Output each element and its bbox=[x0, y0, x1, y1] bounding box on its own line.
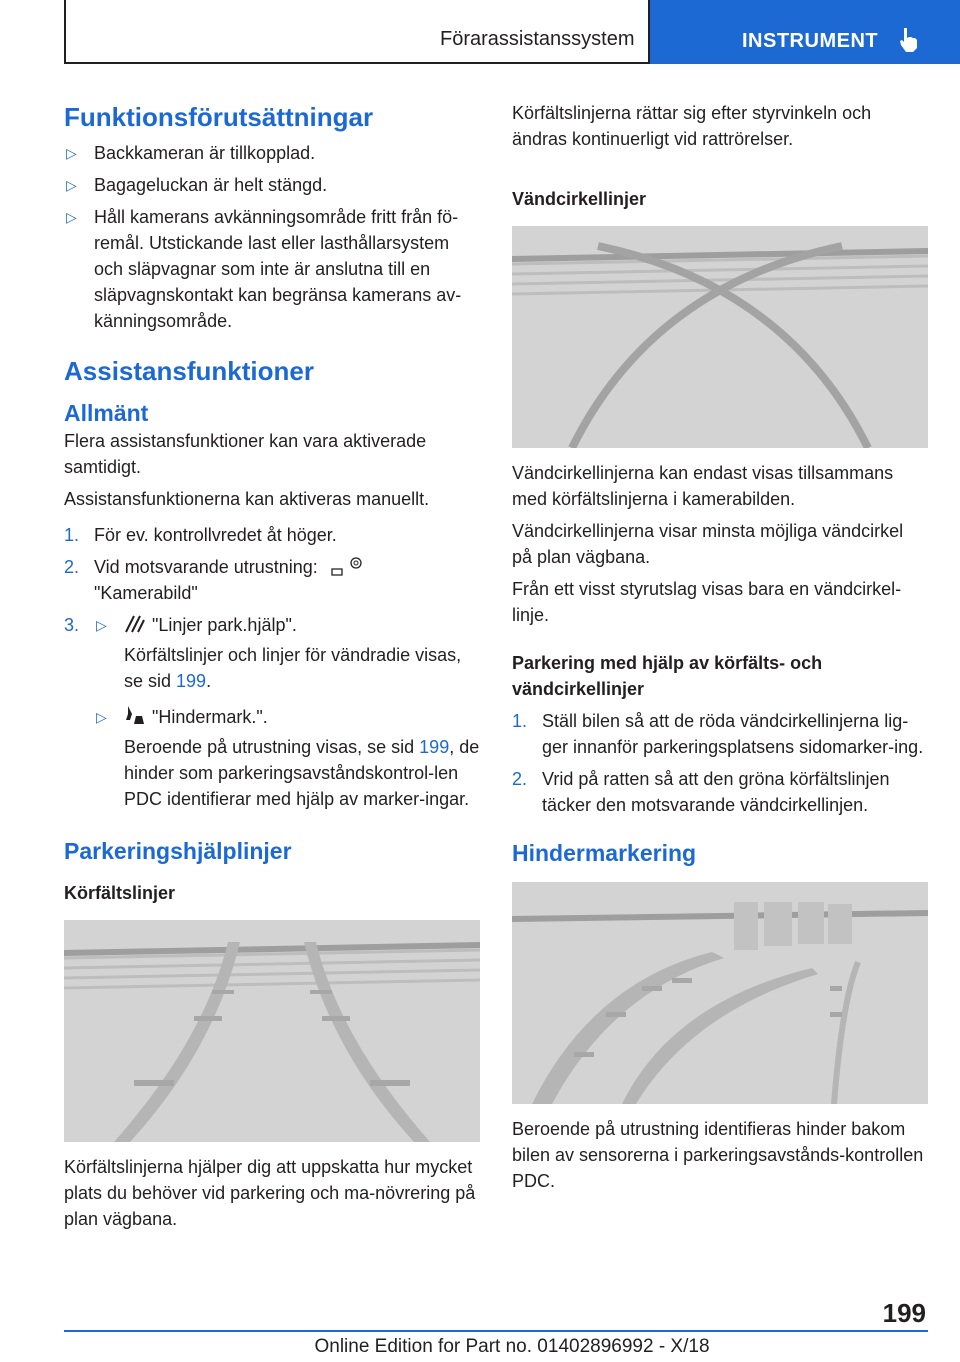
heading-parking: Parkering med hjälp av körfälts- och vändcirkellinjer bbox=[512, 653, 823, 699]
paragraph: Assistansfunktionerna kan aktiveras manuellt. bbox=[64, 489, 430, 509]
option-item: ▷ "Hindermark.". bbox=[94, 704, 480, 730]
option-item: ▷ "Linjer park.hjälp". bbox=[94, 612, 480, 638]
step-item: 3. ▷ "Linjer park.hjälp". Körfältslinjer och linjer för vändradie visas, se sid 199. ▷ "Hindermark.". Beroende på utrustning visas, se sid 199, de hinder som parkeringsavståndskontrol-len PDC identifierar med hjälp av marker-ingar. bbox=[64, 612, 480, 812]
option-description: Beroende på utrustning visas, se sid 199, de hinder som parkeringsavståndskontrol-len PDC identifierar med hjälp av marker-ingar. bbox=[124, 737, 480, 809]
bullet-triangle-icon: ▷ bbox=[96, 709, 107, 725]
heading-assist: Assistansfunktioner bbox=[64, 356, 314, 386]
left-column bbox=[64, 100, 480, 1232]
figure-caption: Beroende på utrustning identifieras hinder bakom bilen av sensorerna i parkeringsavstånds-kontrollen PDC. bbox=[512, 1119, 924, 1191]
heading-general: Allmänt bbox=[64, 400, 149, 426]
footer-edition: Online Edition for Part no. 01402896992 - X/18 bbox=[314, 1336, 710, 1357]
heading-obstacle: Hindermarkering bbox=[512, 840, 697, 866]
turning-circle-figure bbox=[512, 226, 928, 448]
chapter-label: INSTRUMENT bbox=[742, 30, 879, 52]
footer-rule bbox=[64, 1330, 928, 1332]
bullet-triangle-icon: ▷ bbox=[66, 177, 77, 193]
condition-item: ▷ Håll kamerans avkänningsområde fritt från fö-remål. Utstickande last eller lasthållarsystem och släpvagnar som inte är anslutna till en släpvagnskontakt kan begränsa kamerans av-känningsområde. bbox=[64, 204, 480, 334]
bullet-triangle-icon: ▷ bbox=[66, 209, 77, 225]
heading-turn: Vändcirkellinjer bbox=[512, 189, 647, 209]
paragraph: Från ett visst styrutslag visas bara en vändcirkel-linje. bbox=[512, 579, 902, 625]
right-column bbox=[512, 100, 928, 1194]
paragraph: Vändcirkellinjerna kan endast visas tillsammans med körfältslinjerna i kamerabilden. bbox=[512, 463, 894, 509]
page-link[interactable]: 199 bbox=[419, 737, 450, 757]
paragraph: Körfältslinjerna rättar sig efter styrvinkeln och ändras kontinuerligt vid rattrörelser. bbox=[512, 103, 872, 149]
heading-conditions: Funktionsförutsättningar bbox=[64, 102, 374, 132]
option-description: Körfältslinjer och linjer för vändradie visas, se sid 199. bbox=[124, 645, 462, 691]
step-item: 2. Vrid på ratten så att den gröna körfältslinjen täcker den motsvarande vändcirkellinjen. bbox=[512, 769, 890, 815]
page-number: 199 bbox=[882, 1298, 926, 1328]
camera-settings-icon bbox=[329, 555, 365, 577]
section-title: Förarassistanssystem bbox=[440, 28, 635, 50]
bullet-triangle-icon: ▷ bbox=[96, 617, 107, 633]
paragraph: Vändcirkellinjerna visar minsta möjliga vändcirkel på plan vägbana. bbox=[512, 521, 904, 567]
heading-lines: Parkeringshjälplinjer bbox=[64, 838, 292, 864]
figure-caption: Körfältslinjerna hjälper dig att uppskatta hur mycket plats du behöver vid parkering och ma-növrering på plan vägbana. bbox=[64, 1157, 476, 1229]
paragraph: Flera assistansfunktioner kan vara aktiverade samtidigt. bbox=[64, 431, 427, 477]
step-item: 1. För ev. kontrollvredet åt höger. bbox=[64, 525, 337, 545]
bullet-triangle-icon: ▷ bbox=[66, 145, 77, 161]
condition-item: ▷ Bagageluckan är helt stängd. bbox=[64, 172, 480, 198]
lane-lines-figure bbox=[64, 920, 480, 1142]
chapter-tab bbox=[650, 0, 960, 64]
step-item: 1. Ställ bilen så att de röda vändcirkellinjerna lig-ger innanför parkeringsplatsens sidomarker-ing. bbox=[512, 711, 924, 757]
heading-lanes: Körfältslinjer bbox=[64, 883, 176, 903]
obstacle-marking-icon bbox=[124, 704, 146, 726]
page-link[interactable]: 199 bbox=[176, 671, 207, 691]
parking-lines-icon bbox=[124, 612, 146, 634]
pointing-hand-icon bbox=[898, 26, 922, 52]
condition-item: ▷ Backkameran är tillkopplad. bbox=[64, 140, 480, 166]
obstacle-marking-figure bbox=[512, 882, 928, 1104]
step-item: 2. Vid motsvarande utrustning: "Kamerabild" bbox=[64, 554, 480, 606]
